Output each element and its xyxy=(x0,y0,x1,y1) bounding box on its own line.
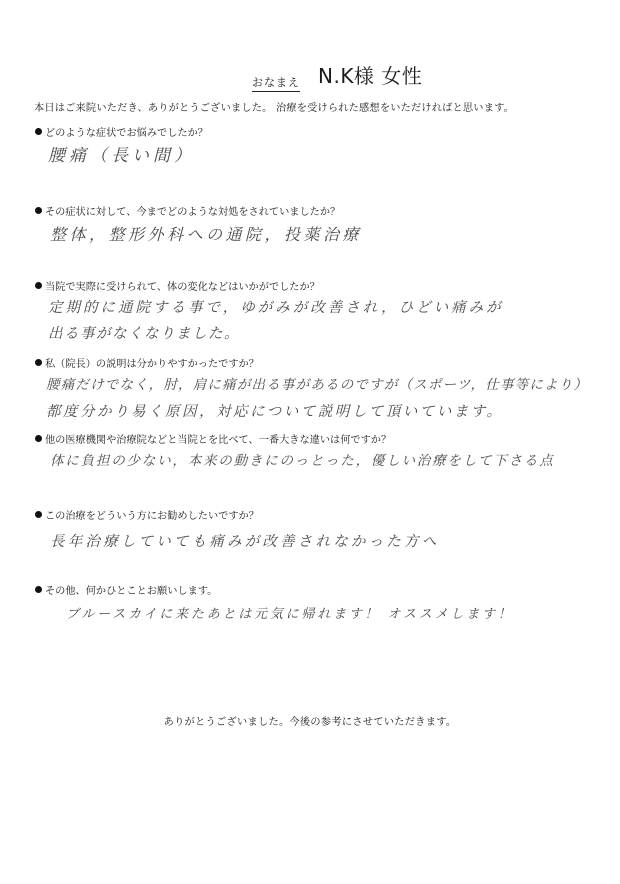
customer-name: N.K様 女性 xyxy=(318,64,423,88)
answer-6-line-1: 長年治療していても痛みが改善されなかった方へ xyxy=(50,534,440,550)
answer-5-line-1: 体に負担の少ない，本来の動きにのっとった，優しい治療をして下さる点 xyxy=(50,453,555,469)
intro-text: 本日はご来院いただき、ありがとうございました。 治療を受けられた感想をいただければと思います。 xyxy=(34,103,515,114)
question-text: どのような症状でお悩みでしたか？ xyxy=(45,128,208,139)
answer-1-line-1: 腰痛（長い間） xyxy=(48,146,195,166)
question-text: 他の医療機関や治療院などと当院とを比べて、一番大きな違いは何ですか？ xyxy=(45,435,392,446)
question-6 xyxy=(34,507,259,522)
question-text: その症状に対して、今までどのような対処をされていましたか？ xyxy=(45,207,341,218)
bullet-icon xyxy=(35,511,42,518)
question-2 xyxy=(34,203,340,218)
bullet-icon xyxy=(35,128,42,135)
bullet-icon xyxy=(35,207,42,214)
question-text: その他、何かひとことお願いします。 xyxy=(45,586,218,597)
question-5 xyxy=(34,431,391,446)
name-row xyxy=(0,60,620,90)
question-text: 当院で実際に受けられて、体の変化などはいかがでしたか？ xyxy=(45,282,320,293)
question-7 xyxy=(34,582,217,597)
question-4 xyxy=(34,355,259,370)
bullet-icon xyxy=(35,282,42,289)
answer-3-line-1: 定期的に通院する事で，ゆがみが改善され，ひどい痛みが xyxy=(48,300,504,316)
answer-3-line-2: 出る事がなくなりました。 xyxy=(48,326,240,342)
answer-2-line-1: 整体，整形外科への通院，投薬治療 xyxy=(50,225,363,244)
answer-4-line-2: 都度分かり易く原因，対応について説明して頂いています。 xyxy=(46,404,504,420)
question-3 xyxy=(34,278,320,293)
closing-text: ありがとうございました。今後の参考にさせていただきます。 xyxy=(163,717,457,728)
question-1 xyxy=(34,124,208,139)
answer-4-line-1: 腰痛だけでなく，肘，肩に痛が出る事があるのですが（スポーツ，仕事等により） xyxy=(46,377,589,393)
answer-7-line-1: ブルースカイに来たあとは元気に帰れます！ オススメします！ xyxy=(66,607,514,622)
question-text: この治療をどういう方にお勧めしたいですか？ xyxy=(45,511,259,522)
bullet-icon xyxy=(35,359,42,366)
bullet-icon xyxy=(35,586,42,593)
name-label: おなまえ xyxy=(252,74,300,92)
question-text: 私（院長）の説明は分かりやすかったですか？ xyxy=(45,359,259,370)
bullet-icon xyxy=(35,435,42,442)
